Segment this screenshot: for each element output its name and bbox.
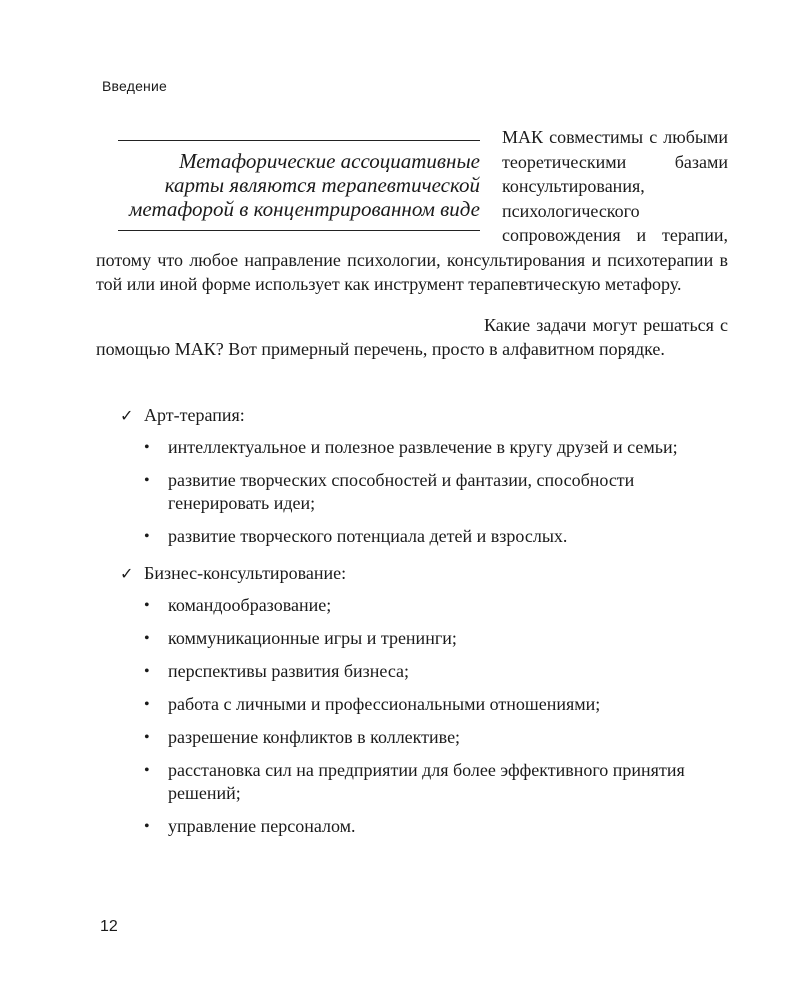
bullet-icon: • <box>144 729 150 746</box>
task-list <box>120 404 720 852</box>
checkmark-icon: ✓ <box>120 564 134 583</box>
intro-paragraph: МАК совместимы с любыми теоретическими базами консультирования, психологического сопровождения и терапии, потому что любое направление психологии, консультирования и психотерапии в той или иной форме использует как инструмент терапевтическую метафору. <box>96 127 728 294</box>
bullet-icon: • <box>144 762 150 779</box>
list-item: • развитие творческих способностей и фантазии, способности генерировать идеи; <box>144 470 635 513</box>
page-number: 12 <box>100 918 118 935</box>
list-item: • работа с личными и профессиональными отношениями; <box>144 694 601 714</box>
list-item: • управление персоналом. <box>144 816 356 836</box>
checkmark-icon: ✓ <box>120 406 134 425</box>
intro-text <box>96 125 728 362</box>
bullet-icon: • <box>144 439 150 456</box>
pullquote: Метафорические ассоциативные карты являются терапевтической метафорой в концентрированном виде <box>129 149 480 221</box>
bullet-icon: • <box>144 630 150 647</box>
list-item: • интеллектуальное и полезное развлечение в кругу друзей и семьи; <box>144 437 678 457</box>
bullet-icon: • <box>144 818 150 835</box>
list-item: • развитие творческого потенциала детей и взрослых. <box>144 526 568 546</box>
bullet-icon: • <box>144 528 150 545</box>
list-group-art-therapy <box>120 404 720 548</box>
list-item: • перспективы развития бизнеса; <box>144 661 410 681</box>
bullet-icon: • <box>144 597 150 614</box>
group-title: Арт-терапия: <box>144 405 245 425</box>
pullquote-box <box>118 140 480 231</box>
list-group-business <box>120 562 720 838</box>
question-paragraph: Какие задачи могут решаться с помощью МАК? Вот примерный перечень, просто в алфавитном порядке. <box>96 314 728 359</box>
group-title: Бизнес-консультирование: <box>144 563 347 583</box>
list-item: • коммуникационные игры и тренинги; <box>144 628 457 648</box>
bullet-icon: • <box>144 663 150 680</box>
list-item: • разрешение конфликтов в коллективе; <box>144 727 461 747</box>
list-item: • командообразование; <box>144 595 332 615</box>
bullet-icon: • <box>144 472 150 489</box>
section-header: Введение <box>102 78 167 94</box>
list-item: • расстановка сил на предприятии для более эффективного принятия решений; <box>144 760 685 803</box>
bullet-icon: • <box>144 696 150 713</box>
